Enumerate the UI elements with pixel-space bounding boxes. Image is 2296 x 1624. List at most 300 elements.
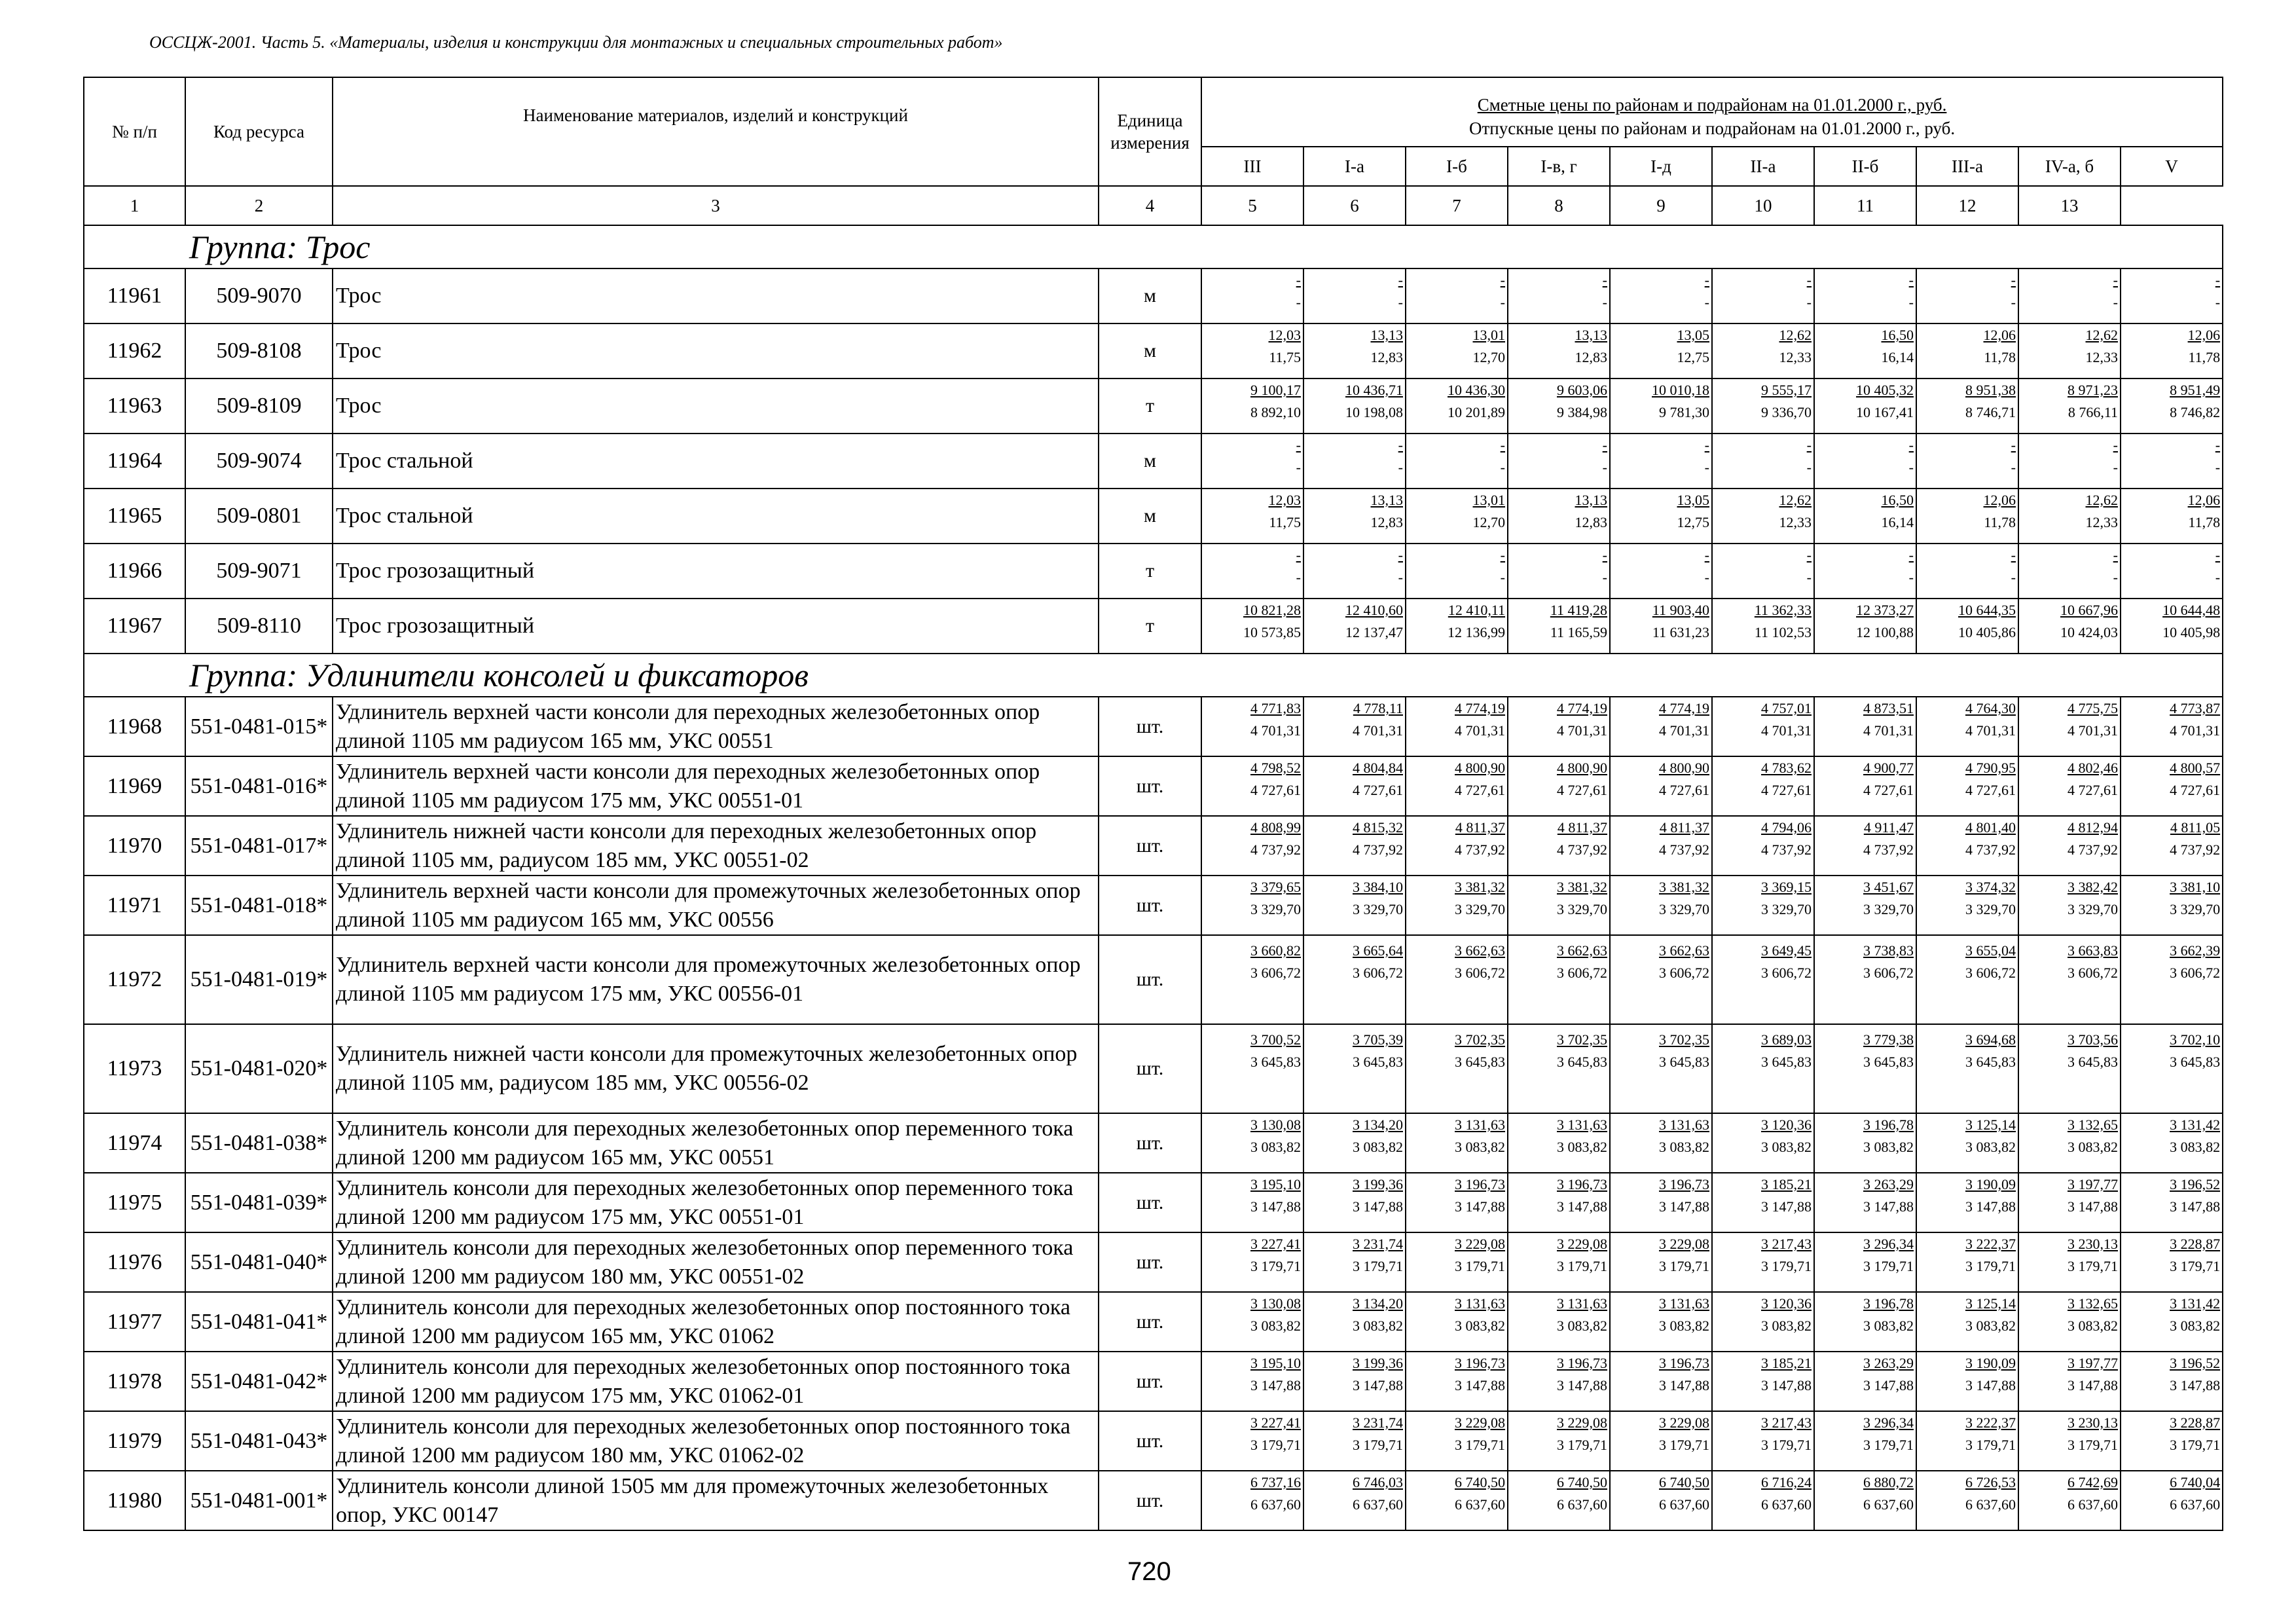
price-cell — [2018, 876, 2121, 935]
release-price: 3 147,88 — [1659, 1198, 1709, 1215]
region-header: III-а — [1916, 147, 2018, 186]
estimated-price: 10 644,48 — [2162, 602, 2221, 618]
col-header-prices — [1201, 77, 2223, 147]
material-name: Удлинитель консоли для переходных железобетонных опор переменного тока длиной 1200 мм радиусом 180 мм, УКС 00551-02 — [333, 1232, 1099, 1292]
column-number: 4 — [1099, 186, 1201, 225]
price-cell — [1508, 756, 1610, 816]
release-price: 3 147,88 — [1863, 1377, 1914, 1393]
price-cell — [1610, 1024, 1712, 1113]
release-price: 11,78 — [2188, 349, 2221, 365]
estimated-price: 3 229,08 — [1557, 1236, 1607, 1252]
release-price: 6 637,60 — [1965, 1496, 2016, 1513]
price-cell — [1201, 378, 1303, 434]
release-price: - — [1500, 459, 1505, 475]
group-title: Группа: Удлинители консолей и фиксаторов — [185, 654, 2223, 697]
price-cell — [2121, 816, 2223, 876]
price-cell — [1814, 1024, 1916, 1113]
price-cell — [1610, 756, 1712, 816]
price-cell — [1916, 544, 2018, 599]
release-price: 4 737,92 — [1659, 841, 1709, 858]
price-cell — [1916, 323, 2018, 378]
estimated-price: 3 196,52 — [2170, 1176, 2221, 1192]
estimated-price: 3 381,32 — [1455, 879, 1505, 895]
release-price: 12,33 — [2085, 514, 2118, 530]
price-cell — [1303, 599, 1406, 654]
unit-of-measure: шт. — [1099, 1352, 1201, 1411]
price-cell — [1303, 544, 1406, 599]
estimated-price: 6 737,16 — [1250, 1474, 1301, 1490]
release-price: - — [2113, 459, 2118, 475]
price-title-release: Отпускные цены по районам и подрайонам на 01.01.2000 г., руб. — [1468, 119, 1956, 138]
row-number: 11975 — [84, 1173, 185, 1232]
estimated-price: 4 790,95 — [1965, 760, 2016, 776]
price-cell — [1508, 1173, 1610, 1232]
release-price: 4 701,31 — [1455, 722, 1505, 739]
release-price: 3 329,70 — [1659, 901, 1709, 917]
estimated-price: 4 911,47 — [1863, 819, 1914, 836]
release-price: 3 147,88 — [1455, 1198, 1505, 1215]
estimated-price: 6 746,03 — [1353, 1474, 1403, 1490]
estimated-price: 3 222,37 — [1965, 1236, 2016, 1252]
estimated-price: 4 757,01 — [1761, 700, 1812, 716]
price-cell — [1712, 599, 1814, 654]
price-cell — [2018, 599, 2121, 654]
estimated-price: 3 296,34 — [1863, 1236, 1914, 1252]
release-price: 3 645,83 — [2170, 1054, 2221, 1070]
estimated-price: - — [1704, 272, 1709, 288]
estimated-price: 3 703,56 — [2068, 1031, 2118, 1048]
price-cell — [1303, 1232, 1406, 1292]
estimated-price: 3 263,29 — [1863, 1355, 1914, 1371]
resource-code: 551-0481-038* — [185, 1113, 333, 1173]
estimated-price: 3 195,10 — [1250, 1355, 1301, 1371]
estimated-price: 4 808,99 — [1250, 819, 1301, 836]
release-price: 3 179,71 — [1250, 1258, 1301, 1274]
release-price: 3 329,70 — [2170, 901, 2221, 917]
release-price: 6 637,60 — [1557, 1496, 1607, 1513]
release-price: 16,14 — [1881, 349, 1914, 365]
release-price: 3 179,71 — [1863, 1258, 1914, 1274]
column-number: 10 — [1712, 186, 1814, 225]
row-number: 11979 — [84, 1411, 185, 1471]
release-price: 3 606,72 — [1250, 965, 1301, 981]
release-price: 3 606,72 — [1557, 965, 1607, 981]
estimated-price: 3 125,14 — [1965, 1116, 2016, 1133]
release-price: 6 637,60 — [1659, 1496, 1709, 1513]
table-row — [84, 816, 2223, 876]
release-price: 3 329,70 — [1250, 901, 1301, 917]
release-price: 9 781,30 — [1659, 404, 1709, 420]
estimated-price: 3 663,83 — [2068, 942, 2118, 959]
price-cell — [1406, 323, 1508, 378]
price-cell — [2018, 1411, 2121, 1471]
estimated-price: 13,13 — [1370, 327, 1403, 343]
price-title-estimated: Сметные цены по районам и подрайонам на 01.01.2000 г., руб. — [1477, 95, 1947, 115]
estimated-price: 3 197,77 — [2068, 1176, 2118, 1192]
estimated-price: 3 120,36 — [1761, 1116, 1812, 1133]
release-price: 3 083,82 — [1965, 1318, 2016, 1334]
price-cell — [2121, 378, 2223, 434]
release-price: 8 766,11 — [2068, 404, 2118, 420]
release-price: 10 198,08 — [1345, 404, 1403, 420]
release-price: 3 606,72 — [1761, 965, 1812, 981]
release-price: 6 637,60 — [1761, 1496, 1812, 1513]
material-name: Удлинитель верхней части консоли для переходных железобетонных опор длиной 1105 мм радиусом 175 мм, УКС 00551-01 — [333, 756, 1099, 816]
unit-of-measure: шт. — [1099, 756, 1201, 816]
region-header: I-д — [1610, 147, 1712, 186]
estimated-price: - — [1500, 437, 1505, 453]
price-cell — [1201, 756, 1303, 816]
price-cell — [1201, 697, 1303, 756]
release-price: 3 147,88 — [1250, 1377, 1301, 1393]
region-header: I-а — [1303, 147, 1406, 186]
estimated-price: 3 379,65 — [1250, 879, 1301, 895]
release-price: 12,33 — [1779, 349, 1812, 365]
price-cell — [1916, 697, 2018, 756]
table-row — [84, 1232, 2223, 1292]
price-cell — [1406, 489, 1508, 544]
release-price: 4 737,92 — [1353, 841, 1403, 858]
price-cell — [1712, 1173, 1814, 1232]
release-price: - — [1398, 569, 1403, 585]
material-name: Удлинитель нижней части консоли для переходных железобетонных опор длиной 1105 мм, радиусом 185 мм, УКС 00551-02 — [333, 816, 1099, 876]
estimated-price: 3 185,21 — [1761, 1176, 1812, 1192]
price-cell — [1406, 697, 1508, 756]
column-number: 6 — [1303, 186, 1406, 225]
estimated-price: 3 131,42 — [2170, 1116, 2221, 1133]
release-price: 4 701,31 — [1250, 722, 1301, 739]
price-cell — [1303, 434, 1406, 489]
release-price: - — [1398, 459, 1403, 475]
price-cell — [1610, 1173, 1712, 1232]
column-number: 9 — [1610, 186, 1712, 225]
estimated-price: 12,62 — [1779, 327, 1812, 343]
estimated-price: 3 660,82 — [1250, 942, 1301, 959]
price-cell — [1610, 489, 1712, 544]
estimated-price: 12,03 — [1268, 327, 1301, 343]
estimated-price: 3 227,41 — [1250, 1236, 1301, 1252]
row-number: 11974 — [84, 1113, 185, 1173]
estimated-price: - — [1806, 547, 1812, 563]
release-price: - — [1704, 569, 1709, 585]
estimated-price: 6 740,04 — [2170, 1474, 2221, 1490]
table-row — [84, 935, 2223, 1024]
price-cell — [2121, 1232, 2223, 1292]
release-price: 3 329,70 — [2068, 901, 2118, 917]
release-price: 8 746,71 — [1965, 404, 2016, 420]
estimated-price: 3 125,14 — [1965, 1295, 2016, 1312]
price-cell — [1508, 1471, 1610, 1530]
price-cell — [2018, 1352, 2121, 1411]
estimated-price: 3 134,20 — [1353, 1295, 1403, 1312]
release-price: 12 136,99 — [1448, 624, 1505, 640]
resource-code: 509-0801 — [185, 489, 333, 544]
price-cell — [1406, 816, 1508, 876]
release-price: 6 637,60 — [2068, 1496, 2118, 1513]
release-price: 3 179,71 — [1557, 1437, 1607, 1453]
price-cell — [1508, 544, 1610, 599]
price-cell — [1201, 816, 1303, 876]
estimated-price: - — [1398, 437, 1403, 453]
col-header-code: Код ресурса — [185, 77, 333, 186]
estimated-price: - — [1806, 272, 1812, 288]
price-cell — [1303, 1471, 1406, 1530]
price-cell — [1508, 1232, 1610, 1292]
release-price: 3 606,72 — [1455, 965, 1505, 981]
price-cell — [1406, 1113, 1508, 1173]
estimated-price: 16,50 — [1881, 492, 1914, 508]
estimated-price: 4 800,57 — [2170, 760, 2221, 776]
price-cell — [1916, 1352, 2018, 1411]
release-price: 3 083,82 — [1761, 1318, 1812, 1334]
estimated-price: 6 740,50 — [1455, 1474, 1505, 1490]
price-cell — [1610, 1471, 1712, 1530]
release-price: - — [1296, 459, 1301, 475]
release-price: 3 147,88 — [1250, 1198, 1301, 1215]
material-name: Удлинитель верхней части консоли для переходных железобетонных опор длиной 1105 мм радиусом 165 мм, УКС 00551 — [333, 697, 1099, 756]
release-price: 4 727,61 — [2068, 782, 2118, 798]
estimated-price: 4 783,62 — [1761, 760, 1812, 776]
price-cell — [2121, 489, 2223, 544]
price-cell — [1712, 1411, 1814, 1471]
release-price: 3 179,71 — [1659, 1437, 1709, 1453]
price-cell — [1201, 1173, 1303, 1232]
estimated-price: 3 120,36 — [1761, 1295, 1812, 1312]
table-row — [84, 599, 2223, 654]
estimated-price: 3 263,29 — [1863, 1176, 1914, 1192]
price-cell — [1406, 1411, 1508, 1471]
release-price: 3 147,88 — [1557, 1377, 1607, 1393]
estimated-price: 3 196,78 — [1863, 1116, 1914, 1133]
column-number: 5 — [1201, 186, 1303, 225]
estimated-price: 3 702,35 — [1455, 1031, 1505, 1048]
estimated-price: 3 702,35 — [1557, 1031, 1607, 1048]
estimated-price: 4 794,06 — [1761, 819, 1812, 836]
price-cell — [1508, 1113, 1610, 1173]
table-row — [84, 1113, 2223, 1173]
price-cell — [2018, 1471, 2121, 1530]
estimated-price: 12 410,11 — [1448, 602, 1505, 618]
price-cell — [1712, 434, 1814, 489]
release-price: 10 405,86 — [1958, 624, 2016, 640]
estimated-price: 9 100,17 — [1250, 382, 1301, 398]
release-price: 11,75 — [1269, 349, 1301, 365]
estimated-price: - — [1602, 272, 1607, 288]
estimated-price: 12,06 — [2187, 492, 2221, 508]
estimated-price: 10 436,30 — [1448, 382, 1505, 398]
estimated-price: 13,01 — [1472, 492, 1505, 508]
group-header-row — [84, 654, 2223, 697]
estimated-price: 3 131,42 — [2170, 1295, 2221, 1312]
estimated-price: 3 662,63 — [1557, 942, 1607, 959]
release-price: - — [1704, 294, 1709, 310]
material-name: Удлинитель консоли для переходных железобетонных опор постоянного тока длиной 1200 мм радиусом 175 мм, УКС 01062-01 — [333, 1352, 1099, 1411]
estimated-price: 13,13 — [1575, 327, 1607, 343]
price-cell — [2121, 544, 2223, 599]
price-cell — [2018, 756, 2121, 816]
price-cell — [1916, 935, 2018, 1024]
release-price: 3 645,83 — [1965, 1054, 2016, 1070]
release-price: 3 179,71 — [1455, 1258, 1505, 1274]
price-cell — [2121, 268, 2223, 323]
release-price: 3 179,71 — [1455, 1437, 1505, 1453]
release-price: 3 083,82 — [2170, 1139, 2221, 1155]
group-header-spacer — [84, 654, 185, 697]
release-price: 3 606,72 — [1353, 965, 1403, 981]
release-price: 4 701,31 — [2170, 722, 2221, 739]
unit-of-measure: шт. — [1099, 1173, 1201, 1232]
estimated-price: 3 662,39 — [2170, 942, 2221, 959]
release-price: - — [1398, 294, 1403, 310]
row-number: 11962 — [84, 323, 185, 378]
release-price: 3 606,72 — [2170, 965, 2221, 981]
table-row — [84, 323, 2223, 378]
region-header: I-в, г — [1508, 147, 1610, 186]
estimated-price: 10 644,35 — [1958, 602, 2016, 618]
price-cell — [1406, 1173, 1508, 1232]
price-cell — [1712, 1471, 1814, 1530]
price-cell — [1916, 1471, 2018, 1530]
price-cell — [1916, 434, 2018, 489]
release-price: 4 701,31 — [1965, 722, 2016, 739]
release-price: 3 083,82 — [2068, 1139, 2118, 1155]
table-row — [84, 1173, 2223, 1232]
estimated-price: 6 742,69 — [2068, 1474, 2118, 1490]
release-price: 3 147,88 — [1659, 1377, 1709, 1393]
estimated-price: - — [2215, 437, 2221, 453]
estimated-price: 4 778,11 — [1353, 700, 1403, 716]
estimated-price: - — [2011, 437, 2016, 453]
estimated-price: 3 190,09 — [1965, 1355, 2016, 1371]
price-cell — [2018, 268, 2121, 323]
estimated-price: 11 419,28 — [1550, 602, 1607, 618]
price-cell — [1610, 268, 1712, 323]
release-price: 3 147,88 — [2170, 1377, 2221, 1393]
estimated-price: 4 815,32 — [1353, 819, 1403, 836]
release-price: 4 727,61 — [1353, 782, 1403, 798]
estimated-price: - — [1602, 547, 1607, 563]
estimated-price: 10 821,28 — [1243, 602, 1301, 618]
price-cell — [1712, 489, 1814, 544]
price-cell — [1916, 1024, 2018, 1113]
estimated-price: 4 811,05 — [2170, 819, 2221, 836]
estimated-price: 12,06 — [1983, 327, 2016, 343]
resource-code: 551-0481-041* — [185, 1292, 333, 1352]
price-cell — [1303, 1024, 1406, 1113]
release-price: 3 083,82 — [2068, 1318, 2118, 1334]
price-cell — [2121, 935, 2223, 1024]
estimated-price: 3 374,32 — [1965, 879, 2016, 895]
release-price: - — [1602, 294, 1607, 310]
release-price: 3 329,70 — [1353, 901, 1403, 917]
release-price: 4 701,31 — [1659, 722, 1709, 739]
release-price: 3 179,71 — [1353, 1258, 1403, 1274]
row-number: 11976 — [84, 1232, 185, 1292]
estimated-price: 3 779,38 — [1863, 1031, 1914, 1048]
material-name: Трос — [333, 323, 1099, 378]
price-cell — [1814, 489, 1916, 544]
price-cell — [1406, 1232, 1508, 1292]
price-cell — [1201, 268, 1303, 323]
column-number: 11 — [1814, 186, 1916, 225]
price-cell — [1406, 876, 1508, 935]
estimated-price: 13,13 — [1370, 492, 1403, 508]
release-price: 3 083,82 — [1250, 1318, 1301, 1334]
release-price: - — [1908, 294, 1914, 310]
resource-code: 509-8109 — [185, 378, 333, 434]
estimated-price: - — [1296, 547, 1301, 563]
price-cell — [1916, 1232, 2018, 1292]
price-cell — [2121, 1352, 2223, 1411]
price-cell — [1712, 1113, 1814, 1173]
estimated-price: 3 229,08 — [1455, 1236, 1505, 1252]
release-price: 3 147,88 — [1965, 1198, 2016, 1215]
price-cell — [1712, 935, 1814, 1024]
release-price: 3 179,71 — [1250, 1437, 1301, 1453]
estimated-price: 9 603,06 — [1557, 382, 1607, 398]
estimated-price: 3 662,63 — [1455, 942, 1505, 959]
price-cell — [2018, 544, 2121, 599]
release-price: 3 645,83 — [1353, 1054, 1403, 1070]
price-cell — [1303, 876, 1406, 935]
release-price: 3 179,71 — [2068, 1258, 2118, 1274]
material-name: Трос — [333, 268, 1099, 323]
resource-code: 551-0481-019* — [185, 935, 333, 1024]
release-price: 3 147,88 — [1353, 1377, 1403, 1393]
price-cell — [2121, 756, 2223, 816]
release-price: 3 179,71 — [1965, 1258, 2016, 1274]
row-number: 11964 — [84, 434, 185, 489]
estimated-price: 3 131,63 — [1455, 1295, 1505, 1312]
release-price: 6 637,60 — [1250, 1496, 1301, 1513]
price-cell — [1303, 489, 1406, 544]
price-cell — [1303, 378, 1406, 434]
price-cell — [1610, 697, 1712, 756]
price-cell — [1814, 1471, 1916, 1530]
price-cell — [1916, 876, 2018, 935]
row-number: 11973 — [84, 1024, 185, 1113]
release-price: 9 384,98 — [1557, 404, 1607, 420]
release-price: 3 147,88 — [1863, 1198, 1914, 1215]
page-number: 720 — [1127, 1557, 1171, 1586]
material-name: Удлинитель нижней части консоли для промежуточных железобетонных опор длиной 1105 мм, радиусом 185 мм, УКС 00556-02 — [333, 1024, 1099, 1113]
group-title: Группа: Трос — [185, 225, 2223, 268]
release-price: 3 179,71 — [2170, 1258, 2221, 1274]
release-price: 3 179,71 — [1761, 1437, 1812, 1453]
release-price: 11,78 — [1984, 349, 2016, 365]
estimated-price: 4 811,37 — [1557, 819, 1607, 836]
price-cell — [1406, 378, 1508, 434]
price-cell — [1201, 1471, 1303, 1530]
estimated-price: 10 667,96 — [2060, 602, 2118, 618]
price-cell — [1814, 268, 1916, 323]
estimated-price: 3 230,13 — [2068, 1236, 2118, 1252]
release-price: 3 329,70 — [1557, 901, 1607, 917]
price-cell — [1303, 268, 1406, 323]
price-cell — [1814, 816, 1916, 876]
estimated-price: 10 405,32 — [1856, 382, 1914, 398]
estimated-price: 3 689,03 — [1761, 1031, 1812, 1048]
release-price: 3 147,88 — [1455, 1377, 1505, 1393]
release-price: 3 179,71 — [2170, 1437, 2221, 1453]
release-price: 4 727,61 — [1250, 782, 1301, 798]
release-price: 3 329,70 — [1455, 901, 1505, 917]
release-price: - — [2113, 569, 2118, 585]
price-cell — [2121, 1113, 2223, 1173]
release-price: 3 329,70 — [1863, 901, 1914, 917]
estimated-price: 4 811,37 — [1659, 819, 1709, 836]
resource-code: 551-0481-017* — [185, 816, 333, 876]
